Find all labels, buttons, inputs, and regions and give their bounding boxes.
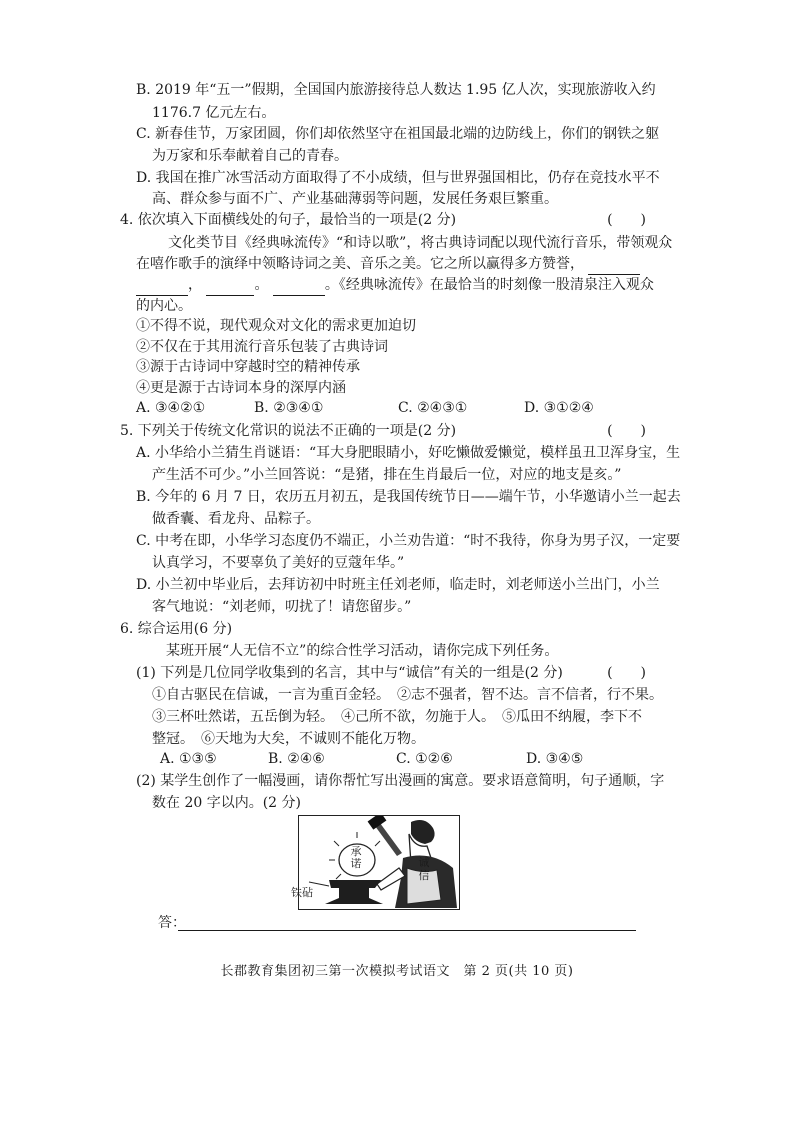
q4-passage-line2 — [136, 254, 646, 275]
q4-sentence-4: ④更是源于古诗词本身的深厚内涵 — [136, 380, 346, 396]
q5-option-a-line1: A. 小华给小兰猜生肖谜语：“耳大身肥眼睛小，好吃懒做爱懒觉，模样虽丑卫浑身宝，生 — [136, 445, 681, 461]
q3-option-b-line1: B. 2019 年“五一”假期，全国国内旅游接待总人数达 1.95 亿人次，实现旅游收入约 — [136, 82, 656, 98]
q4-passage-line3-text: 。《经典咏流传》在最恰当的时刻像一股清泉注入观众 — [324, 277, 654, 293]
cartoon-frame — [291, 815, 460, 910]
q6-sub1-stem-text: (1) 下列是几位同学收集到的名言，其中与“诚信”有关的一组是(2 分) — [136, 665, 563, 681]
q4-option-c[interactable]: C. ②④③① — [398, 400, 468, 416]
q5-answer-paren: ( ) — [607, 423, 646, 439]
q4-sentence-2: ②不仅在于其用流行音乐包装了古典诗词 — [136, 339, 388, 355]
q4-stem — [120, 210, 646, 230]
q6-stem: 6. 综合运用(6 分) — [120, 621, 233, 637]
answer-label: 答： — [158, 915, 186, 931]
q5-option-b-line2: 做香囊、看龙舟、品粽子。 — [152, 511, 320, 527]
cartoon-label-integrity: 诚信 — [418, 856, 430, 882]
anvil-shape — [325, 880, 383, 904]
q4-option-b[interactable]: B. ②③④① — [254, 400, 324, 416]
q6-quote-line3: 整冠。 ⑥天地为大矣，不诚则不能化万物。 — [152, 731, 425, 747]
q4-blank-4 — [273, 275, 325, 296]
q4-option-a[interactable]: A. ③④②① — [136, 400, 206, 416]
q3-option-c-line1: C. 新春佳节，万家团圆，你们却依然坚守在祖国最北端的边防线上，你们的钢铁之躯 — [136, 126, 660, 142]
q4-answer-paren: ( ) — [607, 212, 646, 228]
q5-stem — [120, 421, 646, 441]
hammer-handle — [375, 823, 402, 856]
q4-sentence-3: ③源于古诗词中穿越时空的精神传承 — [136, 359, 360, 375]
q4-period: 。 — [254, 277, 269, 293]
q6-sub1-answer-paren: ( ) — [607, 665, 646, 681]
cartoon-label-promise: 承诺 — [350, 845, 362, 870]
q5-option-d-line1: D. 小兰初中毕业后，去拜访初中时班主任刘老师，临走时，刘老师送小兰出门，小兰 — [136, 577, 660, 593]
q6-sub1-stem — [136, 663, 646, 683]
q4-stem-text: 4. 依次填入下面横线处的句子，最恰当的一项是(2 分) — [120, 212, 457, 228]
q4-comma: ， — [188, 277, 202, 293]
page-footer: 长郡教育集团初三第一次模拟考试语文 第 2 页(共 10 页) — [220, 964, 574, 979]
q3-option-b-line2: 1176.7 亿元左右。 — [152, 105, 276, 121]
cartoon-label-anvil: 铁砧 — [291, 886, 313, 899]
q3-option-c-line2: 为万家和乐奉献着自己的青春。 — [152, 148, 348, 164]
q6-sub2-line2: 数在 20 字以内。(2 分) — [152, 795, 301, 811]
q4-passage-line2-text: 在嘻作歌手的演绎中领略诗词之美、音乐之美。它之所以赢得多方赞誉， — [136, 256, 584, 272]
q6-quote-line2: ③三杯吐然诺，五岳倒为轻。 ④己所不欲，勿施于人。 ⑤瓜田不纳履，李下不 — [152, 709, 642, 725]
q6-option-c[interactable]: C. ①②⑥ — [396, 751, 453, 767]
q4-option-d[interactable]: D. ③①②④ — [524, 400, 594, 416]
q4-blank-3 — [206, 275, 254, 296]
q3-option-d-line1: D. 我国在推广冰雪活动方面取得了不小成绩，但与世界强国相比，仍存在竞技水平不 — [136, 170, 660, 186]
q3-option-d-line2: 高、群众参与面不广、产业基础薄弱等问题，发展任务艰巨繁重。 — [152, 191, 558, 207]
q4-blank-1 — [588, 254, 640, 275]
q5-option-b-line1: B. 今年的 6 月 7 日，农历五月初五，是我国传统节日——端午节，小华邀请小兰一起去 — [136, 489, 681, 505]
q4-sentence-1: ①不得不说，现代观众对文化的需求更加迫切 — [136, 318, 416, 334]
q5-option-c-line2: 认真学习，不要辜负了美好的豆蔻年华。” — [152, 555, 405, 571]
q4-passage-line3 — [136, 275, 654, 296]
q6-option-b[interactable]: B. ②④⑥ — [268, 751, 325, 767]
q5-option-a-line2: 产生活不可少。”小兰回答说：“是猪，排在生肖最后一位，对应的地支是亥。” — [152, 467, 622, 483]
q4-blank-2 — [136, 275, 188, 296]
q6-quote-line1: ①自古驱民在信诚，一言为重百金轻。 ②志不强者，智不达。言不信者，行不果。 — [152, 687, 663, 703]
q4-passage-line1: 文化类节目《经典咏流传》“和诗以歌”，将古典诗词配以现代流行音乐，带领观众 — [168, 235, 673, 251]
answer-input-line[interactable] — [178, 930, 636, 931]
q6-sub2-line1: (2) 某学生创作了一幅漫画，请你帮忙写出漫画的寓意。要求语意简明，句子通顺，字 — [136, 773, 665, 789]
q6-intro: 某班开展“人无信不立”的综合性学习活动，请你完成下列任务。 — [166, 643, 559, 659]
q4-passage-line4: 的内心。 — [136, 298, 192, 314]
man-hair — [411, 820, 435, 844]
q5-option-c-line1: C. 中考在即，小华学习态度仍不端正，小兰劝告道：“时不我待，你身为男子汉，一定要 — [136, 533, 681, 549]
q6-option-d[interactable]: D. ③④⑤ — [526, 751, 584, 767]
cartoon-illustration — [299, 816, 458, 908]
q5-option-d-line2: 客气地说：“刘老师，叨扰了！请您留步。” — [152, 599, 412, 615]
q6-option-a[interactable]: A. ①③⑤ — [160, 751, 217, 767]
q5-stem-text: 5. 下列关于传统文化常识的说法不正确的一项是(2 分) — [120, 423, 457, 439]
